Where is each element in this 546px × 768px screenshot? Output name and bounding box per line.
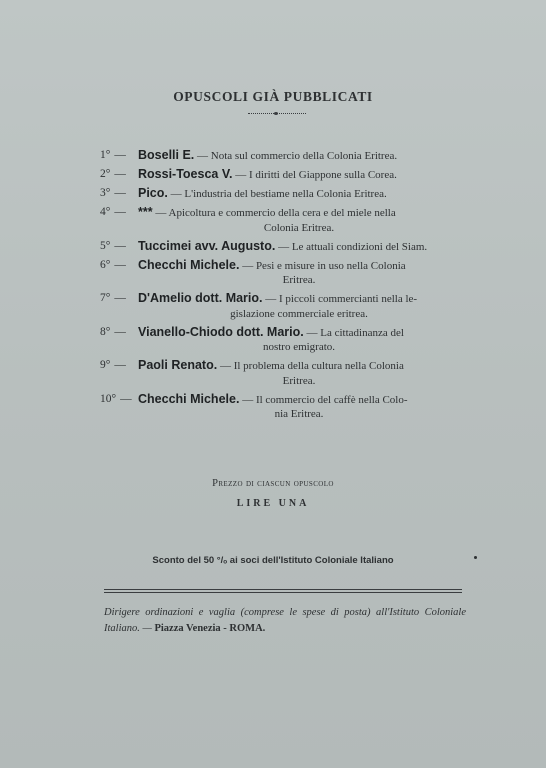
entry-author: *** bbox=[138, 205, 153, 219]
entry-text bbox=[138, 325, 460, 355]
entry-text bbox=[138, 291, 460, 321]
entry-title: Apicoltura e commercio della cera e del miele nella bbox=[168, 207, 396, 219]
entry-author: Checchi Michele. bbox=[138, 391, 240, 406]
footer-divider bbox=[104, 589, 462, 593]
entry-title: Pesi e misure in uso nella Colonia bbox=[255, 259, 406, 272]
entry-author: D'Amelio dott. Mario. bbox=[138, 291, 263, 305]
entry-title: I diritti del Giappone sulla Corea. bbox=[249, 169, 397, 181]
entry-number-value: 5° bbox=[100, 239, 111, 252]
entry-author: Paoli Renato. bbox=[138, 358, 218, 372]
entry-number bbox=[100, 186, 138, 201]
entry-dash: — bbox=[114, 359, 126, 371]
entry-author: Boselli E. bbox=[138, 148, 195, 162]
entry-number bbox=[100, 258, 138, 273]
entry-dash: — bbox=[114, 149, 126, 161]
list-item bbox=[100, 205, 460, 235]
entry-number bbox=[100, 239, 138, 254]
entry-separator: — bbox=[242, 259, 254, 272]
entry-author: Tuccimei avv. Augusto. bbox=[138, 238, 276, 253]
entry-title: La cittadinanza del bbox=[320, 326, 404, 339]
list-item bbox=[100, 148, 460, 164]
list-item bbox=[100, 258, 460, 288]
entry-dash: — bbox=[114, 187, 126, 199]
entry-number-value: 9° bbox=[100, 359, 111, 371]
entry-text bbox=[138, 239, 460, 255]
entry-title: L'industria del bestiame nella Colonia Eritrea. bbox=[184, 188, 387, 200]
entry-dash: — bbox=[114, 239, 126, 252]
list-item bbox=[100, 325, 460, 355]
entry-number-value: 2° bbox=[100, 168, 111, 180]
entry-title-continued: Eritrea. bbox=[282, 374, 316, 387]
publication-list bbox=[100, 148, 460, 425]
entry-separator: — bbox=[235, 169, 247, 181]
entry-title: Il problema della cultura nella Colonia bbox=[233, 360, 404, 372]
entry-dash: — bbox=[114, 292, 126, 304]
list-item bbox=[100, 167, 460, 183]
entry-author: Checchi Michele. bbox=[138, 257, 240, 272]
entry-number-value: 3° bbox=[100, 187, 111, 199]
discount-note: Sconto del 50 °/ₒ ai soci dell'Istituto Coloniale Italiano bbox=[152, 555, 394, 566]
entry-dash: — bbox=[114, 258, 126, 271]
list-item bbox=[100, 392, 460, 422]
entry-author: Pico. bbox=[138, 186, 168, 200]
entry-title: Il commercio del caffè nella Colo- bbox=[255, 393, 408, 406]
entry-separator: — bbox=[242, 393, 254, 406]
title-ornament bbox=[248, 113, 306, 114]
entry-dash: — bbox=[114, 206, 126, 218]
entry-number bbox=[100, 205, 138, 220]
bullet-dot bbox=[474, 556, 477, 559]
list-item bbox=[100, 358, 460, 388]
entry-number-value: 1° bbox=[100, 149, 111, 161]
entry-number-value: 10° bbox=[100, 392, 117, 405]
entry-dash: — bbox=[120, 392, 132, 405]
entry-number bbox=[100, 358, 138, 373]
entry-text bbox=[138, 258, 460, 288]
entry-number bbox=[100, 291, 138, 306]
entry-text bbox=[138, 358, 460, 388]
list-item bbox=[100, 239, 460, 255]
entry-title-continued: Eritrea. bbox=[282, 274, 316, 286]
entry-title: I piccoli commercianti nella le- bbox=[279, 293, 418, 305]
entry-title-continued: nostro emigrato. bbox=[262, 341, 336, 353]
entry-number bbox=[100, 148, 138, 163]
entry-title-continued: gislazione commerciale eritrea. bbox=[230, 307, 368, 320]
entry-number bbox=[100, 325, 138, 340]
entry-title: Le attuali condizioni del Siam. bbox=[291, 240, 428, 253]
entry-text bbox=[138, 205, 460, 235]
entry-separator: — bbox=[197, 150, 209, 162]
entry-number bbox=[100, 167, 138, 182]
entry-title: Nota sul commercio della Colonia Eritrea. bbox=[210, 150, 398, 162]
price-label: Prezzo di ciascun opuscolo bbox=[212, 478, 334, 489]
entry-text bbox=[138, 167, 460, 183]
entry-separator: — bbox=[306, 326, 318, 339]
entry-separator: — bbox=[155, 207, 167, 219]
footer-text: Dirigere ordinazioni e vaglia (comprese le spese di posta) all'Istituto Coloniale Italiano. — bbox=[104, 607, 466, 634]
entry-separator: — bbox=[265, 293, 277, 305]
entry-dash: — bbox=[114, 325, 126, 338]
entry-number-value: 7° bbox=[100, 292, 111, 304]
entry-title-continued: Colonia Eritrea. bbox=[263, 221, 335, 234]
entry-dash: — bbox=[114, 168, 126, 180]
entry-title-continued: nia Eritrea. bbox=[274, 408, 324, 420]
entry-number bbox=[100, 392, 138, 407]
entry-number-value: 8° bbox=[100, 325, 111, 338]
entry-number-value: 6° bbox=[100, 258, 111, 271]
footer-note bbox=[104, 605, 466, 637]
entry-number-value: 4° bbox=[100, 206, 111, 218]
entry-author: Rossi-Toesca V. bbox=[138, 167, 233, 181]
page-title: OPUSCOLI GIÀ PUBBLICATI bbox=[173, 89, 373, 104]
entry-text bbox=[138, 186, 460, 202]
list-item bbox=[100, 291, 460, 321]
entry-separator: — bbox=[170, 188, 182, 200]
footer-address: Piazza Venezia - ROMA. bbox=[154, 623, 266, 634]
entry-separator: — bbox=[278, 240, 290, 253]
entry-separator: — bbox=[219, 360, 231, 372]
entry-author: Vianello-Chiodo dott. Mario. bbox=[138, 324, 304, 339]
entry-text bbox=[138, 392, 460, 422]
price-value: LIRE UNA bbox=[236, 498, 310, 509]
list-item bbox=[100, 186, 460, 202]
entry-text bbox=[138, 148, 460, 164]
